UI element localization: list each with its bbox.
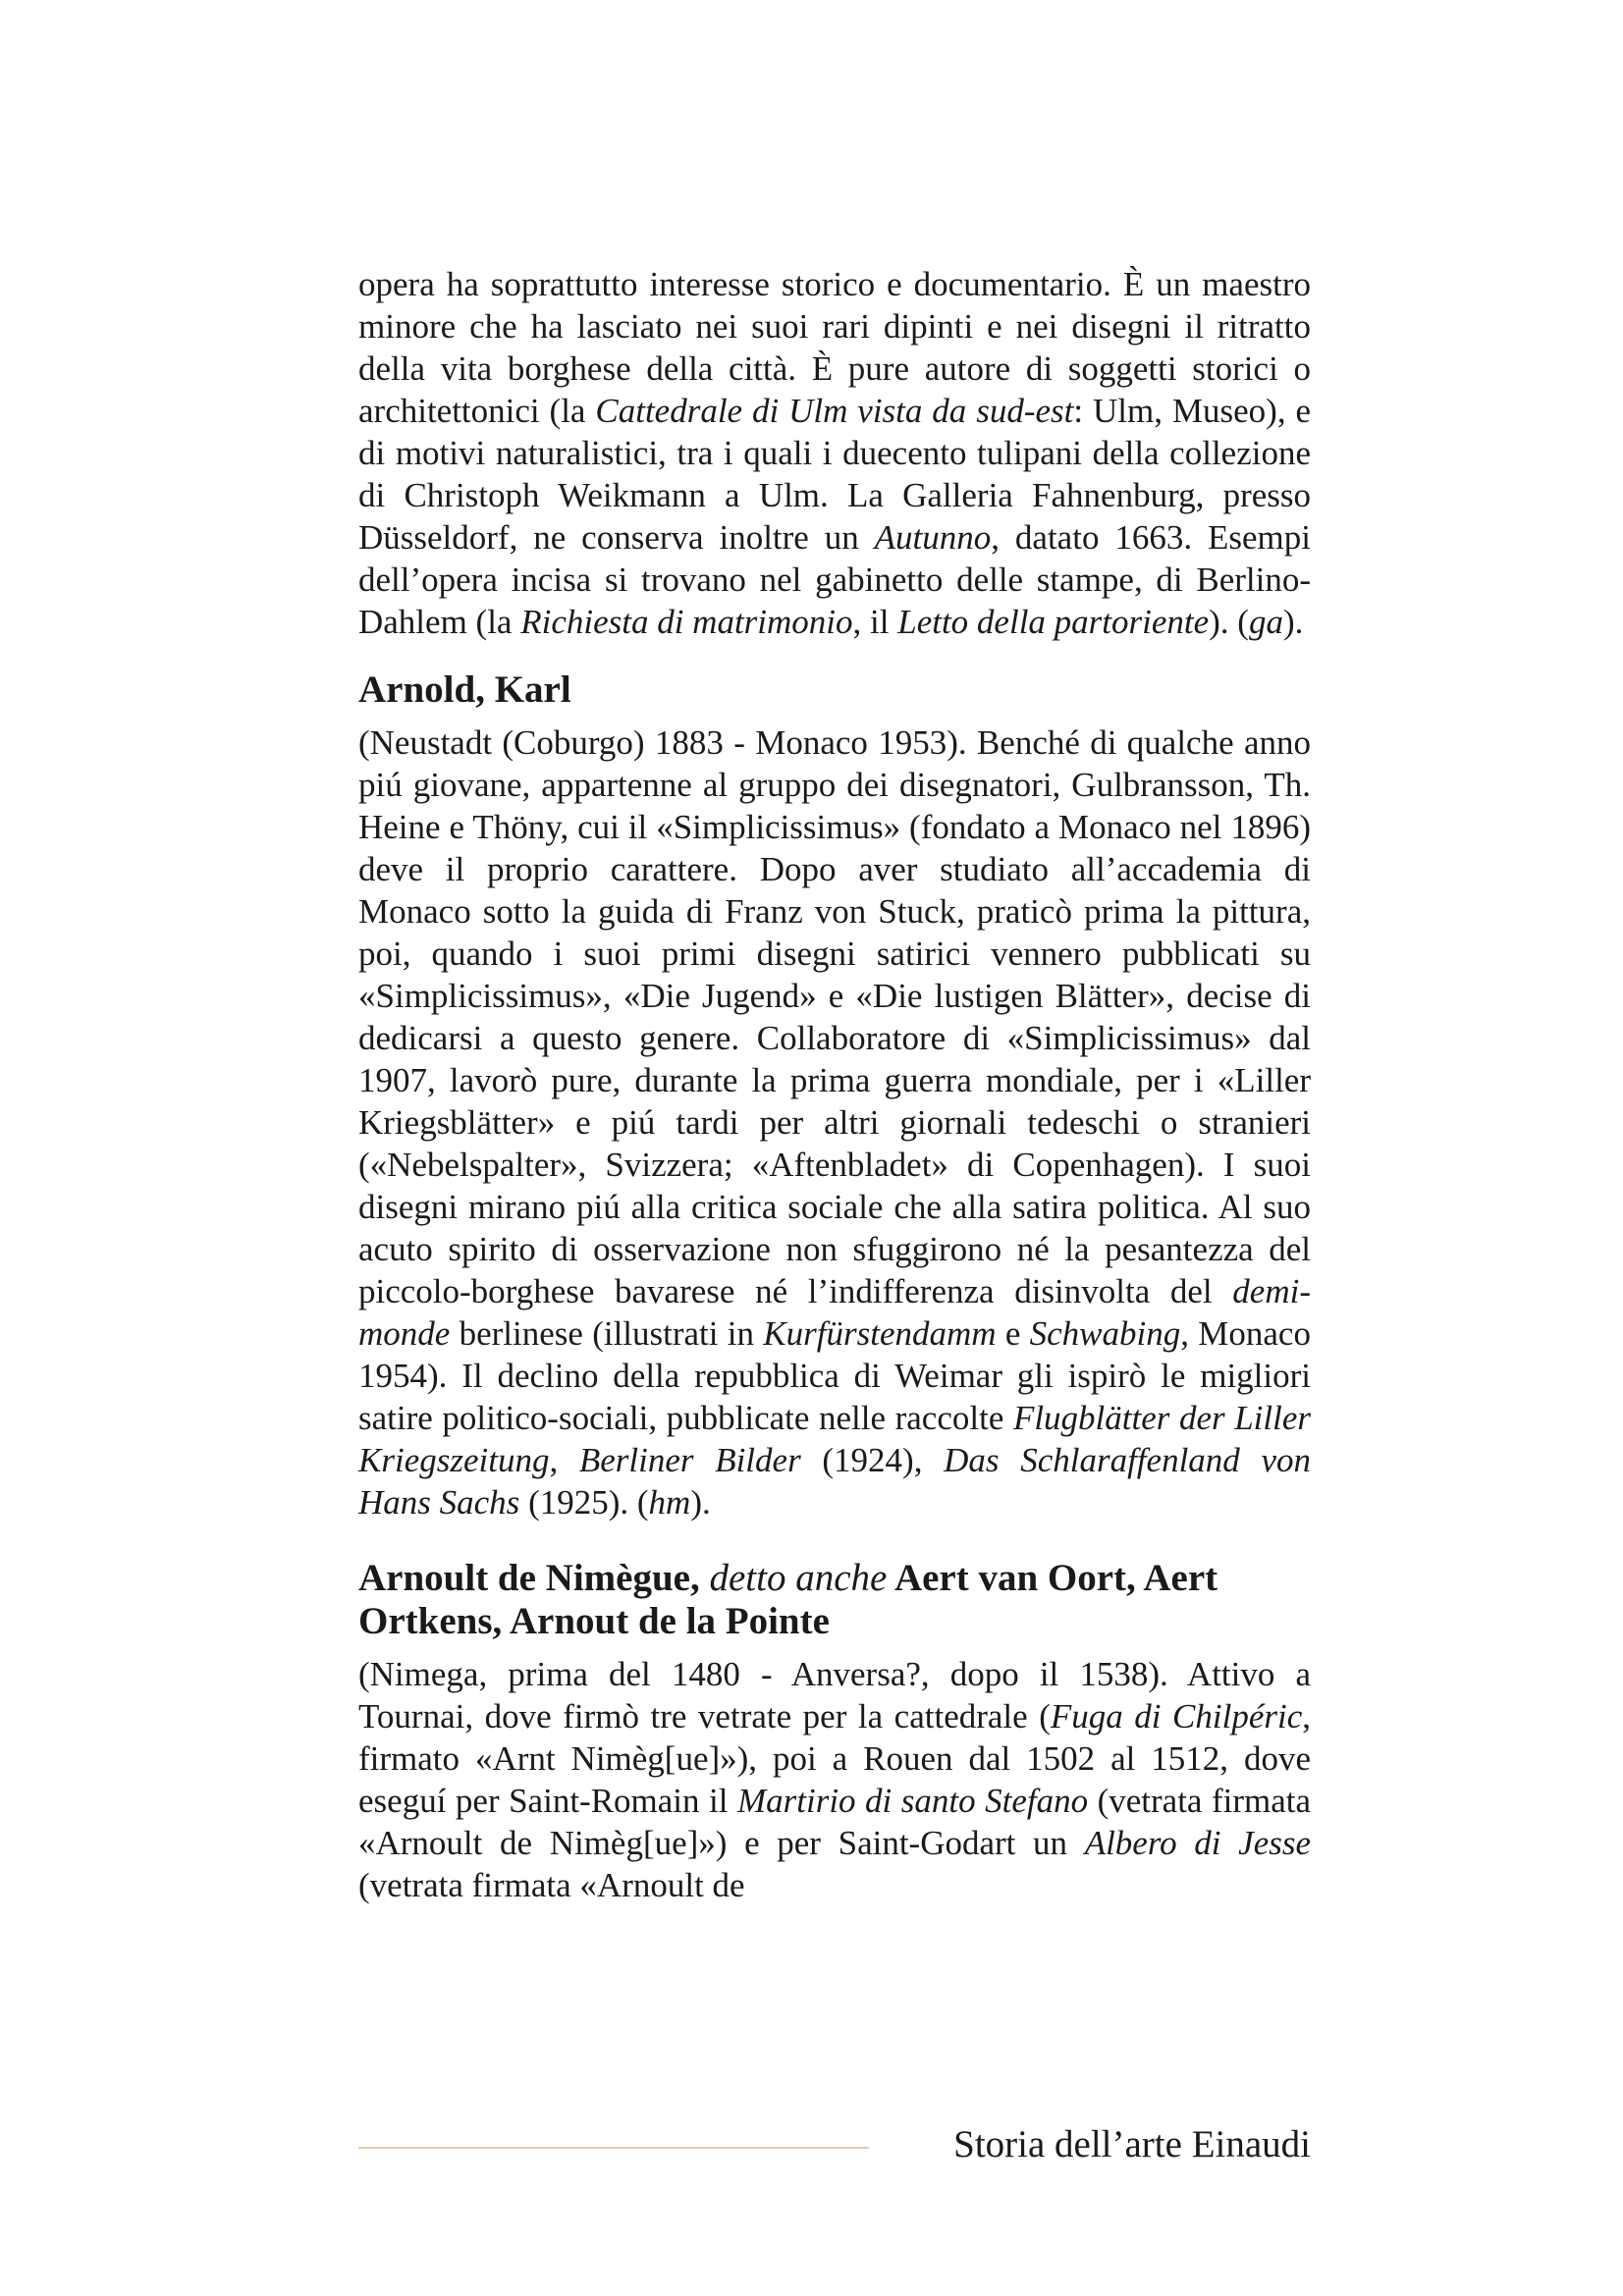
text-run: ).	[1282, 603, 1304, 641]
intro-paragraph	[358, 263, 1311, 643]
footer-rule	[358, 2147, 869, 2149]
text-run: , Monaco 1954). Il declino della repubblica di Weimar gli ispirò le migliori satire politico-sociali, pubblicate nelle raccolte	[358, 1314, 1311, 1437]
text-run: (1925). (	[519, 1483, 649, 1522]
text-run: (Neustadt (Coburgo) 1883 - Monaco 1953). Benché di qualche anno piú giovane, appartenne al gruppo dei disegnatori, Gulbransson, Th. Heine e Thöny, cui il «Simplicissimus» (fondato a Monaco nel 1896) deve il proprio carattere. Dopo aver studiato all’accademia di Monaco sotto la guida di Franz von Stuck, praticò prima la pittura, poi, quando i suoi primi disegni satirici vennero pubblicati su «Simplicissimus», «Die Jugend» e «Die lustigen Blätter», decise di dedicarsi a questo genere. Collaboratore di «Simplicissimus» dal 1907, lavorò pure, durante la prima guerra mondiale, per i «Liller Kriegsblätter» e piú tardi per altri giornali tedeschi o stranieri («Nebelspalter», Svizzera; «Aftenbladet» di Copenhagen). I suoi disegni mirano piú alla critica sociale che alla satira politica. Al suo acuto spirito di osservazione non sfuggirono né la pesantezza del piccolo-borghese bavarese né l’indifferenza disinvolta del	[358, 723, 1311, 1310]
italic-title: Schwabing	[1029, 1314, 1181, 1353]
text-run: (1924),	[800, 1441, 945, 1479]
author-initials: ga	[1248, 603, 1283, 641]
text-run: , il	[852, 603, 898, 641]
text-run: (vetrata firmata «Arnoult de	[358, 1866, 745, 1904]
text-run: e	[996, 1314, 1030, 1353]
text-run: (vetrata firmata «Arnoult de Nimèg[ue]») e per Saint-Godart un	[358, 1782, 1312, 1862]
text-run: ,	[549, 1441, 579, 1479]
italic-title: Martirio di santo Stefano	[736, 1782, 1089, 1820]
italic-title: Das Schlaraffenland von Hans Sachs	[358, 1441, 1312, 1522]
text-run: , datato 1663. Esempi dell’opera incisa si trovano nel gabinetto delle stampe, di Berlino-Dahlem (la	[358, 518, 1311, 641]
footer-publication-title: Storia dell’arte Einaudi	[953, 2123, 1311, 2165]
text-run: berlinese (illustrati in	[450, 1314, 764, 1353]
entry-heading-arnold: Arnold, Karl	[358, 668, 571, 711]
entry-body-arnold	[358, 721, 1311, 1523]
heading-name: Arnoult de Nimègue,	[358, 1557, 710, 1599]
italic-title: Richiesta di matrimonio	[520, 603, 853, 641]
text-run: opera ha soprattutto interesse storico e documentario. È un maestro minore che ha lasciato nei suoi rari dipinti e nei disegni il ritratto della vita borghese della città. È pure autore di soggetti storici o architettonici (la	[358, 265, 1311, 430]
text-run: ). (	[1209, 603, 1249, 641]
text-run: ).	[690, 1483, 711, 1522]
page-body	[358, 263, 1311, 1906]
italic-title: Albero di Jesse	[1084, 1824, 1311, 1862]
italic-title: Autunno	[874, 518, 992, 557]
page-footer	[358, 2120, 1311, 2179]
italic-title: Flugblätter der Liller Kriegszeitung	[358, 1399, 1311, 1479]
heading-aliases: Aert van Oort, Aert Ortkens, Arnout de la Pointe	[358, 1557, 1218, 1642]
entry-body-arnoult	[358, 1653, 1311, 1906]
italic-title: Fuga di Chilpéric	[1050, 1697, 1303, 1735]
heading-alias-label: detto anche	[709, 1557, 888, 1599]
text-run: , firmato «Arnt Nimèg[ue]»), poi a Rouen dal 1502 al 1512, dove eseguí per Saint-Romain il	[358, 1697, 1311, 1820]
italic-title: Kurfürstendamm	[763, 1314, 997, 1353]
italic-title: Letto della partoriente	[897, 603, 1210, 641]
italic-term: demi-monde	[358, 1272, 1311, 1353]
italic-title: Berliner Bilder	[578, 1441, 801, 1479]
italic-title: Cattedrale di Ulm vista da sud-est	[595, 392, 1074, 430]
author-initials: hm	[648, 1483, 691, 1522]
text-run: (Nimega, prima del 1480 - Anversa?, dopo il 1538). Attivo a Tournai, dove firmò tre vetrate per la cattedrale (	[358, 1655, 1311, 1735]
entry-heading-arnoult	[358, 1557, 1311, 1643]
text-run: : Ulm, Museo), e di motivi naturalistici, tra i quali i duecento tulipani della collezione di Christoph Weikmann a Ulm. La Galleria Fahnenburg, presso Düsseldorf, ne conserva inoltre un	[358, 392, 1312, 557]
